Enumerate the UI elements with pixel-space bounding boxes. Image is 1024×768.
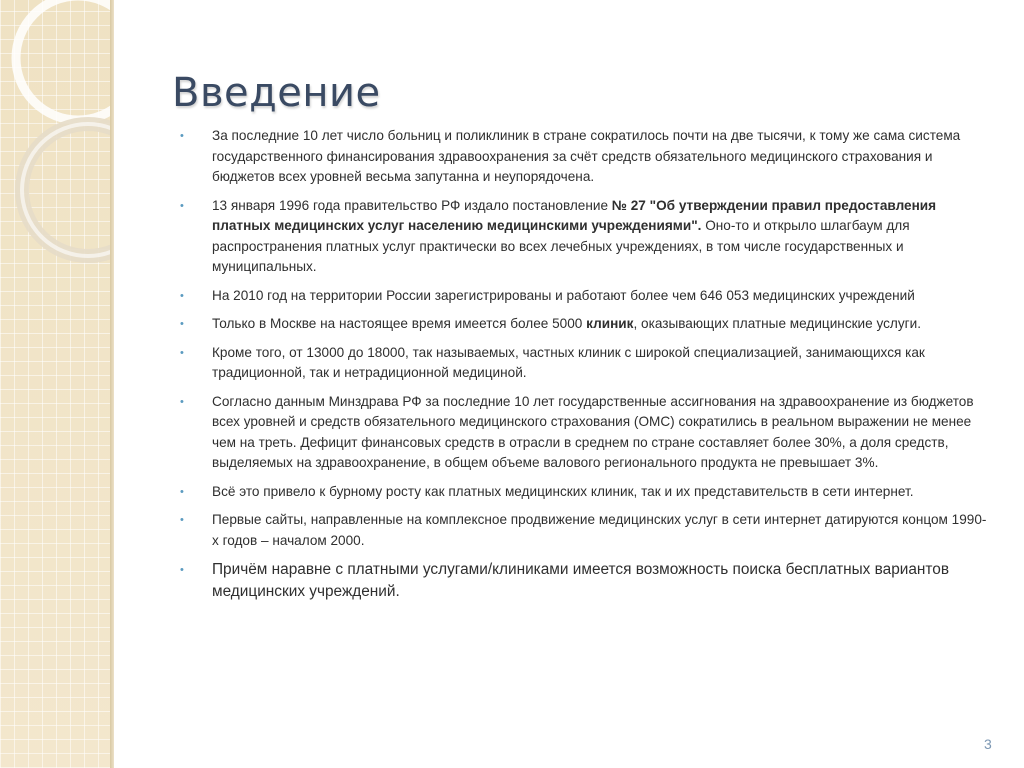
bullet-text: Причём наравне с платными услугами/клиниками имеется возможность поиска бесплатных вариантов медицинских учреждений. — [212, 561, 950, 600]
bullet-text: На 2010 год на территории России зарегистрированы и работают более чем 646 053 медицинских учреждений — [212, 287, 915, 303]
bullet-text: Оно-то и открыло шлагбаум для распространения платных услуг практически во всех лечебных учреждениях, в том числе государственных и муниципальных. — [212, 218, 910, 274]
bullet-item — [180, 482, 990, 503]
slide-title: Введение — [172, 70, 381, 116]
bullet-list — [180, 126, 990, 611]
bullet-text: Только в Москве на настоящее время имеется более 5000 — [212, 316, 587, 331]
bullet-item — [180, 343, 990, 384]
bullet-dot-icon: • — [180, 514, 184, 526]
decorative-sidebar — [0, 0, 113, 768]
sidebar-edge — [110, 0, 114, 768]
bullet-dot-icon: • — [180, 485, 184, 498]
bullet-item — [180, 392, 990, 474]
bullet-dot-icon: • — [180, 199, 184, 212]
decorative-ring-middle — [22, 124, 113, 256]
slide-number: 3 — [984, 736, 992, 752]
bullet-text-bold: № 27 "Об утверждении правил предоставления платных медицинских услуг населению медицинскими учреждениями". — [212, 197, 937, 233]
bullet-item — [180, 314, 990, 335]
bullet-dot-icon: • — [180, 564, 184, 576]
bullet-item — [180, 559, 990, 603]
bullet-text: Всё это привело к бурному росту как платных медицинских клиник, так и их представительств в сети интернет. — [212, 483, 914, 499]
decorative-ring-top — [16, 0, 113, 120]
bullet-text: Кроме того, от 13000 до 18000, так называемых, частных клиник с широкой специализацией, занимающихся как традиционной, так и нетрадиционной медициной. — [212, 344, 925, 380]
bullet-item — [180, 510, 990, 551]
bullet-dot-icon: • — [180, 130, 184, 142]
bullet-item — [180, 196, 990, 278]
bullet-text: За последние 10 лет число больниц и поликлиник в стране сократилось почти на две тысячи, к тому же сама система государственного финансирования здравоохранения за счёт средств обязательного медицинского страхования и бюджетов всех уровней весьма запутанна и неупорядочена. — [212, 128, 961, 184]
bullet-dot-icon: • — [180, 318, 184, 330]
bullet-dot-icon: • — [180, 346, 184, 359]
bullet-text: Согласно данным Минздрава РФ за последние 10 лет государственные ассигнования на здравоохранение из бюджетов всех уровней и средств обязательного медицинского страхования (ОМС) сократились в реальном выражении не менее чем на треть. Дефицит финансовых средств в отрасли в среднем по стране составляет более 30%, а доля средств, выделяемых на здравоохранение, в общем объеме валового регионального продукта не превышает 3%. — [212, 393, 974, 470]
decorative-rings — [0, 0, 113, 768]
bullet-item — [180, 126, 990, 188]
bullet-text: 13 января 1996 года правительство РФ издало постановление — [212, 197, 612, 213]
bullet-text-bold: клиник — [586, 316, 634, 331]
bullet-text: Первые сайты, направленные на комплексное продвижение медицинских услуг в сети интернет датируются концом 1990-х годов – началом 2000. — [212, 512, 987, 548]
bullet-dot-icon: • — [180, 395, 184, 408]
bullet-item — [180, 286, 990, 307]
bullet-dot-icon: • — [180, 289, 184, 302]
bullet-text: , оказывающих платные медицинские услуги. — [633, 316, 921, 331]
